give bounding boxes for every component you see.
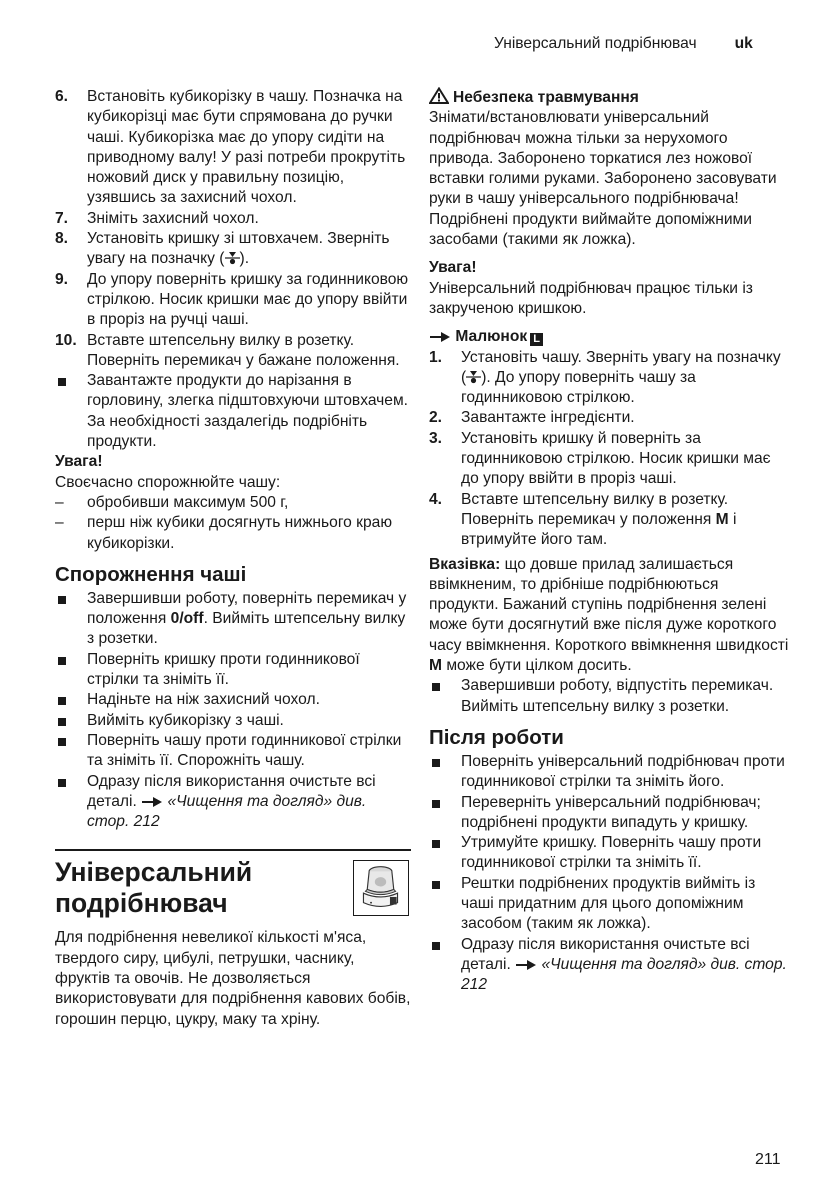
step-6: 6. Встановіть кубикорізку в чашу. Позначка на кубикорізці має бути спрямована до ручки чаші. Кубикорізка має до упору сидіти на приводному валу! У разі потреби прокрутіть ножовий диск у правильну позицію, узявшись за захисний чохол.: [55, 88, 406, 207]
note-paragraph: Вказівка: що довше прилад залишається ввімкненим, то дрібніше подрібнюються продукти. Бажаний ступінь подрібнення зелені може бути досягнутий вже після дуже короткого часу ввімкнення. Короткого ввімкнення швидкості М може бути цілком досить.: [429, 555, 789, 675]
step-9: 9. До упору поверніть кришку за годинниковою стрілкою. Носик кришки має до упору ввійти в проріз на ручці чаші.: [55, 270, 409, 329]
header-title: Універсальний подрібнювач: [494, 35, 697, 52]
step-8: 8. Установіть кришку зі штовхачем. Зверніть увагу на позначку ( ).: [55, 230, 390, 268]
bullet-item: Вийміть кубикорізку з чаші.: [55, 711, 411, 731]
attention-label: Увага!: [429, 259, 477, 277]
attention-label: Увага!: [55, 453, 103, 471]
danger-text: Знімати/встановлювати універсальний подрібнювач можна тільки за нерухомого привода. Заборонено торкатися лез ножової вставки голими руками. Заборонено засовувати руки в чашу універсального подрібнювача! Подрібнені продукти виймайте допоміжними засобами (такими як ложка).: [429, 109, 777, 249]
step-2: 2. Завантажте інгредієнти.: [429, 409, 635, 427]
bullet-icon: [432, 800, 440, 808]
attention-text: Своєчасно спорожнюйте чашу:: [55, 473, 281, 491]
bullet-item: Поверніть чашу проти годинникової стрілки та зніміть її. Спорожніть чашу.: [55, 731, 411, 772]
page-number: 211: [755, 1151, 781, 1168]
bullet-load-products: Завантажте продукти до нарізання в горловину, злегка підштовхуючи штовхачем. За необхідності заздалегідь подрібніть продукти.: [55, 371, 411, 452]
bullet-icon: [432, 759, 440, 767]
bullet-icon: [432, 840, 440, 848]
bullet-cleaning: Одразу після використання очистьте всі деталі. «Чищення та догляд» див. стор. 212: [429, 935, 789, 996]
dash-item: – перш ніж кубики досягнуть нижнього краю кубикорізки.: [55, 514, 393, 552]
bullet-icon: [58, 738, 66, 746]
language-code: uk: [734, 35, 753, 52]
alignment-mark-icon: [466, 370, 481, 384]
arrow-right-icon: [515, 960, 537, 970]
universal-chopper-icon: [353, 860, 409, 916]
arrow-right-icon: [429, 332, 451, 342]
bullet-item: Переверніть універсальний подрібнювач; подрібнені продукти випадуть у кришку.: [429, 793, 789, 834]
bullet-icon: [58, 697, 66, 705]
bullet-cleaning: Одразу після використання очистьте всі деталі. «Чищення та догляд» див. стор. 212: [55, 772, 411, 833]
bullet-item: Завершивши роботу, поверніть перемикач у положення 0/off. Вийміть штепсельну вилку з розетки.: [55, 589, 411, 650]
arrow-right-icon: [141, 797, 163, 807]
figure-letter-badge: L: [530, 333, 543, 346]
bullet-icon: [58, 718, 66, 726]
bullet-item: Надіньте на ніж захисний чохол.: [55, 690, 411, 710]
running-header: [494, 34, 753, 54]
bullet-item: Поверніть кришку проти годинникової стрілки та зніміть її.: [55, 650, 411, 691]
attention-text: Універсальний подрібнювач працює тільки із закрученою кришкою.: [429, 279, 753, 317]
figure-reference: Малюнок L: [429, 327, 789, 347]
right-column: [429, 87, 789, 995]
bullet-finish: Завершивши роботу, відпустіть перемикач. Вийміть штепсельну вилку з розетки.: [429, 676, 789, 717]
intro-paragraph: Для подрібнення невеликої кількості м'яса, твердого сиру, цибулі, петрушки, часнику, фруктів та овочів. Не дозволяється використовувати для подрібнення кавових бобів, горошин перцю, цукру, маку та хріну.: [55, 929, 411, 1028]
step-1: 1. Установіть чашу. Зверніть увагу на позначку ( ). До упору поверніть чашу за годинниковою стрілкою.: [429, 348, 781, 407]
heading-empty-bowl: Спорожнення чаші: [55, 562, 247, 586]
heading-after-work: Після роботи: [429, 725, 564, 749]
danger-title: Небезпека травмування: [429, 87, 789, 108]
section-header: [55, 849, 411, 928]
step-10: 10. Вставте штепсельну вилку в розетку. Поверніть перемикач у бажане положення.: [55, 331, 400, 369]
bullet-icon: [58, 596, 66, 604]
bullet-icon: [58, 657, 66, 665]
step-3: 3. Установіть кришку й поверніть за годинниковою стрілкою. Носик кришки має до упору ввійти в проріз чаші.: [429, 429, 771, 488]
bullet-icon: [432, 881, 440, 889]
step-7: 7. Зніміть захисний чохол.: [55, 209, 259, 227]
bullet-item: Поверніть універсальний подрібнювач проти годинникової стрілки та зніміть його.: [429, 752, 789, 793]
bullet-item: Рештки подрібнених продуктів вийміть із чаші придатним для цього допоміжним засобом (таким як ложка).: [429, 874, 789, 935]
bullet-icon: [432, 942, 440, 950]
bullet-icon: [432, 683, 440, 691]
section-title: Універсальний подрібнювач: [55, 857, 253, 919]
left-column: [55, 87, 411, 1030]
cross-reference-link[interactable]: «Чищення та догляд» див. стор. 212: [461, 955, 787, 994]
dash-item: – обробивши максимум 500 г,: [55, 493, 289, 511]
warning-triangle-icon: [429, 87, 449, 104]
bullet-item: Утримуйте кришку. Поверніть чашу проти годинникової стрілки та зніміть її.: [429, 833, 789, 874]
cross-reference-link[interactable]: «Чищення та догляд» див. стор. 212: [87, 792, 367, 831]
bullet-icon: [58, 779, 66, 787]
alignment-mark-icon: [225, 251, 240, 265]
bullet-icon: [58, 378, 66, 386]
step-4: 4. Вставте штепсельну вилку в розетку. Поверніть перемикач у положення М і втримуйте його там.: [429, 490, 737, 549]
